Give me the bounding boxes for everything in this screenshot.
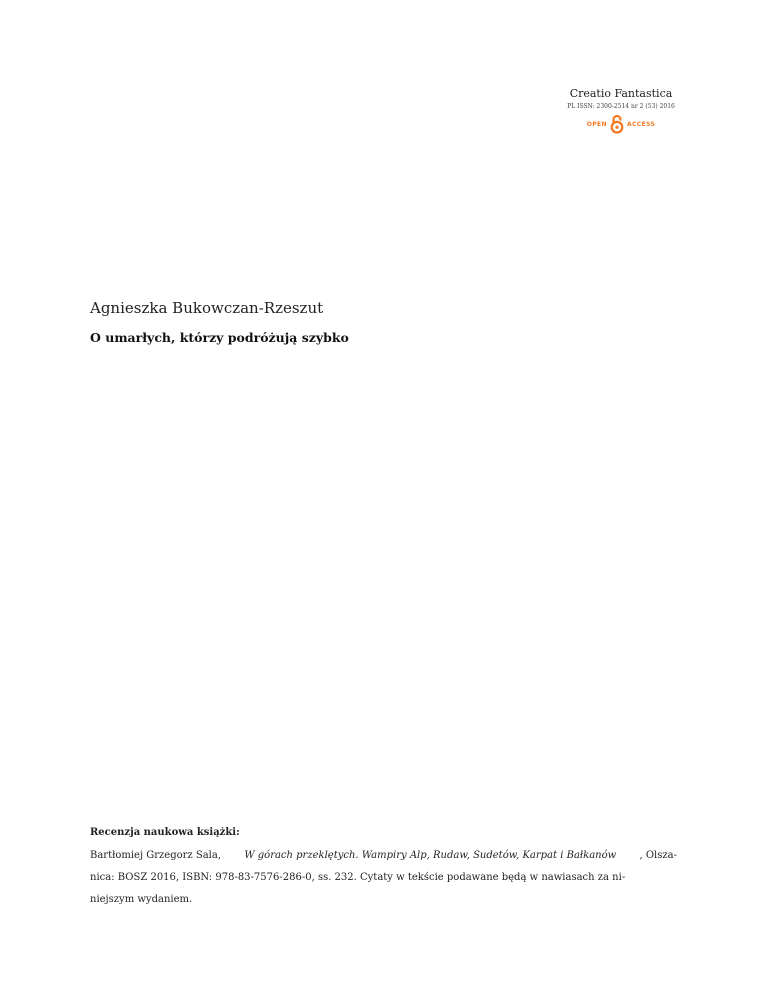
review-citation-line-3 (90, 889, 677, 911)
citation-details: nica: BOSZ 2016, ISBN: 978-83-7576-286-0, ss. 232. Cytaty w tekście podawane będą w nawiasach za ni- (90, 872, 626, 883)
citation-end: niejszym wydaniem. (90, 894, 193, 905)
journal-title: Creatio Fantastica (569, 87, 673, 100)
review-heading: Recenzja naukowa książki: (90, 827, 240, 838)
journal-issn: PL ISSN: 2300-2514 nr 2 (53) 2016 (567, 103, 675, 110)
review-citation-line-1 (90, 845, 677, 867)
open-access-right-word: ACCESS (626, 120, 656, 128)
open-access-logo (540, 114, 702, 134)
review-section (90, 825, 677, 911)
open-access-left-word: OPEN (586, 120, 607, 128)
journal-header (540, 87, 702, 134)
open-access-lock-icon (610, 114, 624, 134)
article-title: O umarłych, którzy podróżują szybko (90, 330, 349, 345)
citation-continuation: , Olsza- (639, 850, 677, 861)
citation-author: Bartłomiej Grzegorz Sala, (90, 850, 222, 861)
review-citation-line-2 (90, 867, 677, 889)
citation-book-title: W górach przeklętych. Wampiry Alp, Rudaw, Sudetów, Karpat i Bałkanów (244, 850, 617, 861)
author-name: Agnieszka Bukowczan-Rzeszut (90, 299, 324, 317)
